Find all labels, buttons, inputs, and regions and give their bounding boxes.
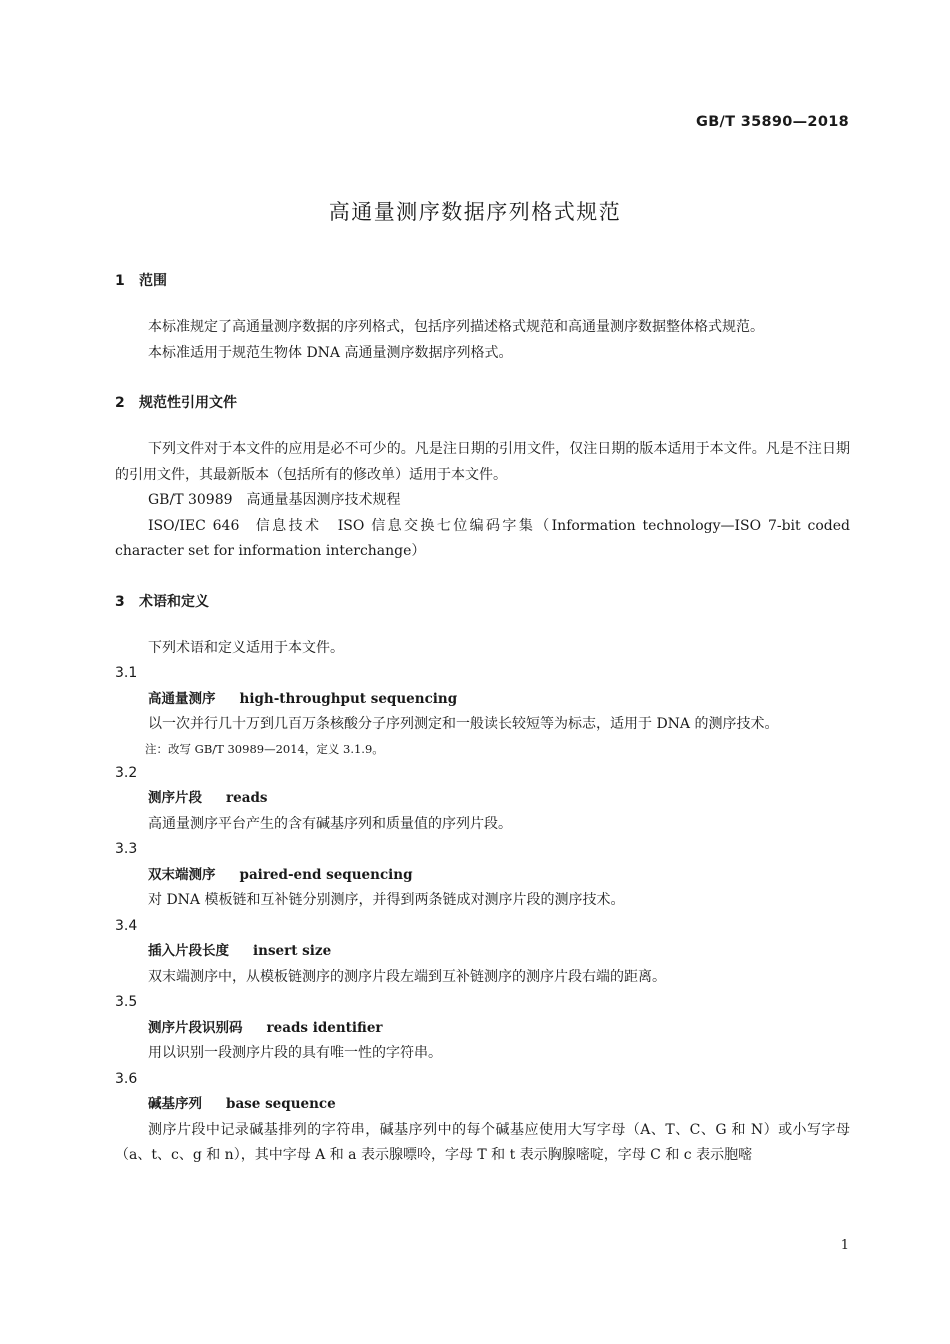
term-name <box>115 1016 850 1042</box>
section-title: 规范性引用文件 <box>139 395 237 411</box>
term-zh: 插入片段长度 <box>148 943 229 959</box>
term-name <box>115 687 850 713</box>
term-definition: 高通量测序平台产生的含有碱基序列和质量值的序列片段。 <box>148 815 512 832</box>
scope-paragraph-1: 本标准规定了高通量测序数据的序列格式，包括序列描述格式规范和高通量测序数据整体格式规范。 <box>148 319 764 335</box>
section-number: 3 <box>115 593 125 610</box>
term-definition: 以一次并行几十万到几百万条核酸分子序列测定和一般读长较短等为标志，适用于 DNA 的测序技术。 <box>148 716 779 732</box>
term-note: 注：改写 GB/T 30989—2014，定义 3.1.9。 <box>145 741 384 756</box>
reference-item <box>115 514 850 565</box>
term-number: 3.4 <box>115 917 138 934</box>
section-heading-2 <box>115 392 850 412</box>
document-body <box>115 270 850 1169</box>
term-zh: 碱基序列 <box>148 1096 202 1112</box>
term-number: 3.3 <box>115 841 138 857</box>
term-en: reads identifier <box>266 1019 383 1036</box>
section-heading-3 <box>115 591 850 611</box>
section-heading-1 <box>115 270 850 290</box>
term-en: paired-end sequencing <box>239 866 413 883</box>
term-number: 3.5 <box>115 994 138 1010</box>
section-number: 1 <box>115 273 125 289</box>
term-number: 3.2 <box>115 764 138 781</box>
term-definition: 用以识别一段测序片段的具有唯一性的字符串。 <box>148 1045 442 1061</box>
term-zh: 测序片段识别码 <box>148 1019 243 1036</box>
term-definition: 双末端测序中，从模板链测序的测序片段左端到互补链测序的测序片段右端的距离。 <box>148 968 666 985</box>
term-en: high-throughput sequencing <box>239 690 458 707</box>
term-zh: 测序片段 <box>148 790 202 806</box>
term-name <box>115 939 850 965</box>
term-number: 3.1 <box>115 665 138 681</box>
term-name <box>115 863 850 889</box>
terms-intro-paragraph: 下列术语和定义适用于本文件。 <box>148 639 344 656</box>
reference-code: GB/T 30989 <box>148 492 233 508</box>
term-name <box>115 1092 850 1118</box>
document-title: 高通量测序数据序列格式规范 <box>328 200 622 224</box>
term-number: 3.6 <box>115 1070 138 1087</box>
section-number: 2 <box>115 395 125 411</box>
references-intro-paragraph: 下列文件对于本文件的应用是必不可少的。凡是注日期的引用文件，仅注日期的版本适用于本文件。凡是不注日期的引用文件，其最新版本（包括所有的修改单）适用于本文件。 <box>115 441 850 483</box>
section-title: 术语和定义 <box>139 593 209 610</box>
term-zh: 高通量测序 <box>148 690 216 707</box>
page-number: 1 <box>840 1238 849 1253</box>
reference-code: ISO/IEC 646 <box>148 517 240 534</box>
reference-title: 高通量基因测序技术规程 <box>246 492 401 508</box>
term-en: insert size <box>253 943 332 959</box>
term-definition: 测序片段中记录碱基排列的字符串，碱基序列中的每个碱基应使用大写字母（A、T、C、G 和 N）或小写字母（a、t、c、g 和 n），其中字母 A 和 a 表示腺嘌呤，字母 T 和 t 表示胸腺嘧啶，字母 C 和 c 表示胞嘧 <box>115 1121 850 1163</box>
term-en: reads <box>226 790 268 806</box>
term-definition: 对 DNA 模板链和互补链分别测序，并得到两条链成对测序片段的测序技术。 <box>148 892 625 908</box>
term-zh: 双末端测序 <box>148 866 216 883</box>
scope-paragraph-2: 本标准适用于规范生物体 DNA 高通量测序数据序列格式。 <box>148 344 513 361</box>
section-title: 范围 <box>139 273 167 289</box>
term-name <box>115 786 850 812</box>
term-en: base sequence <box>226 1096 336 1112</box>
reference-title: 信息技术 ISO 信息交换七位编码字集（Information technology—ISO 7-bit coded character set for information interchange） <box>115 517 850 559</box>
reference-item <box>115 488 850 514</box>
standard-code: GB/T 35890—2018 <box>696 114 849 130</box>
